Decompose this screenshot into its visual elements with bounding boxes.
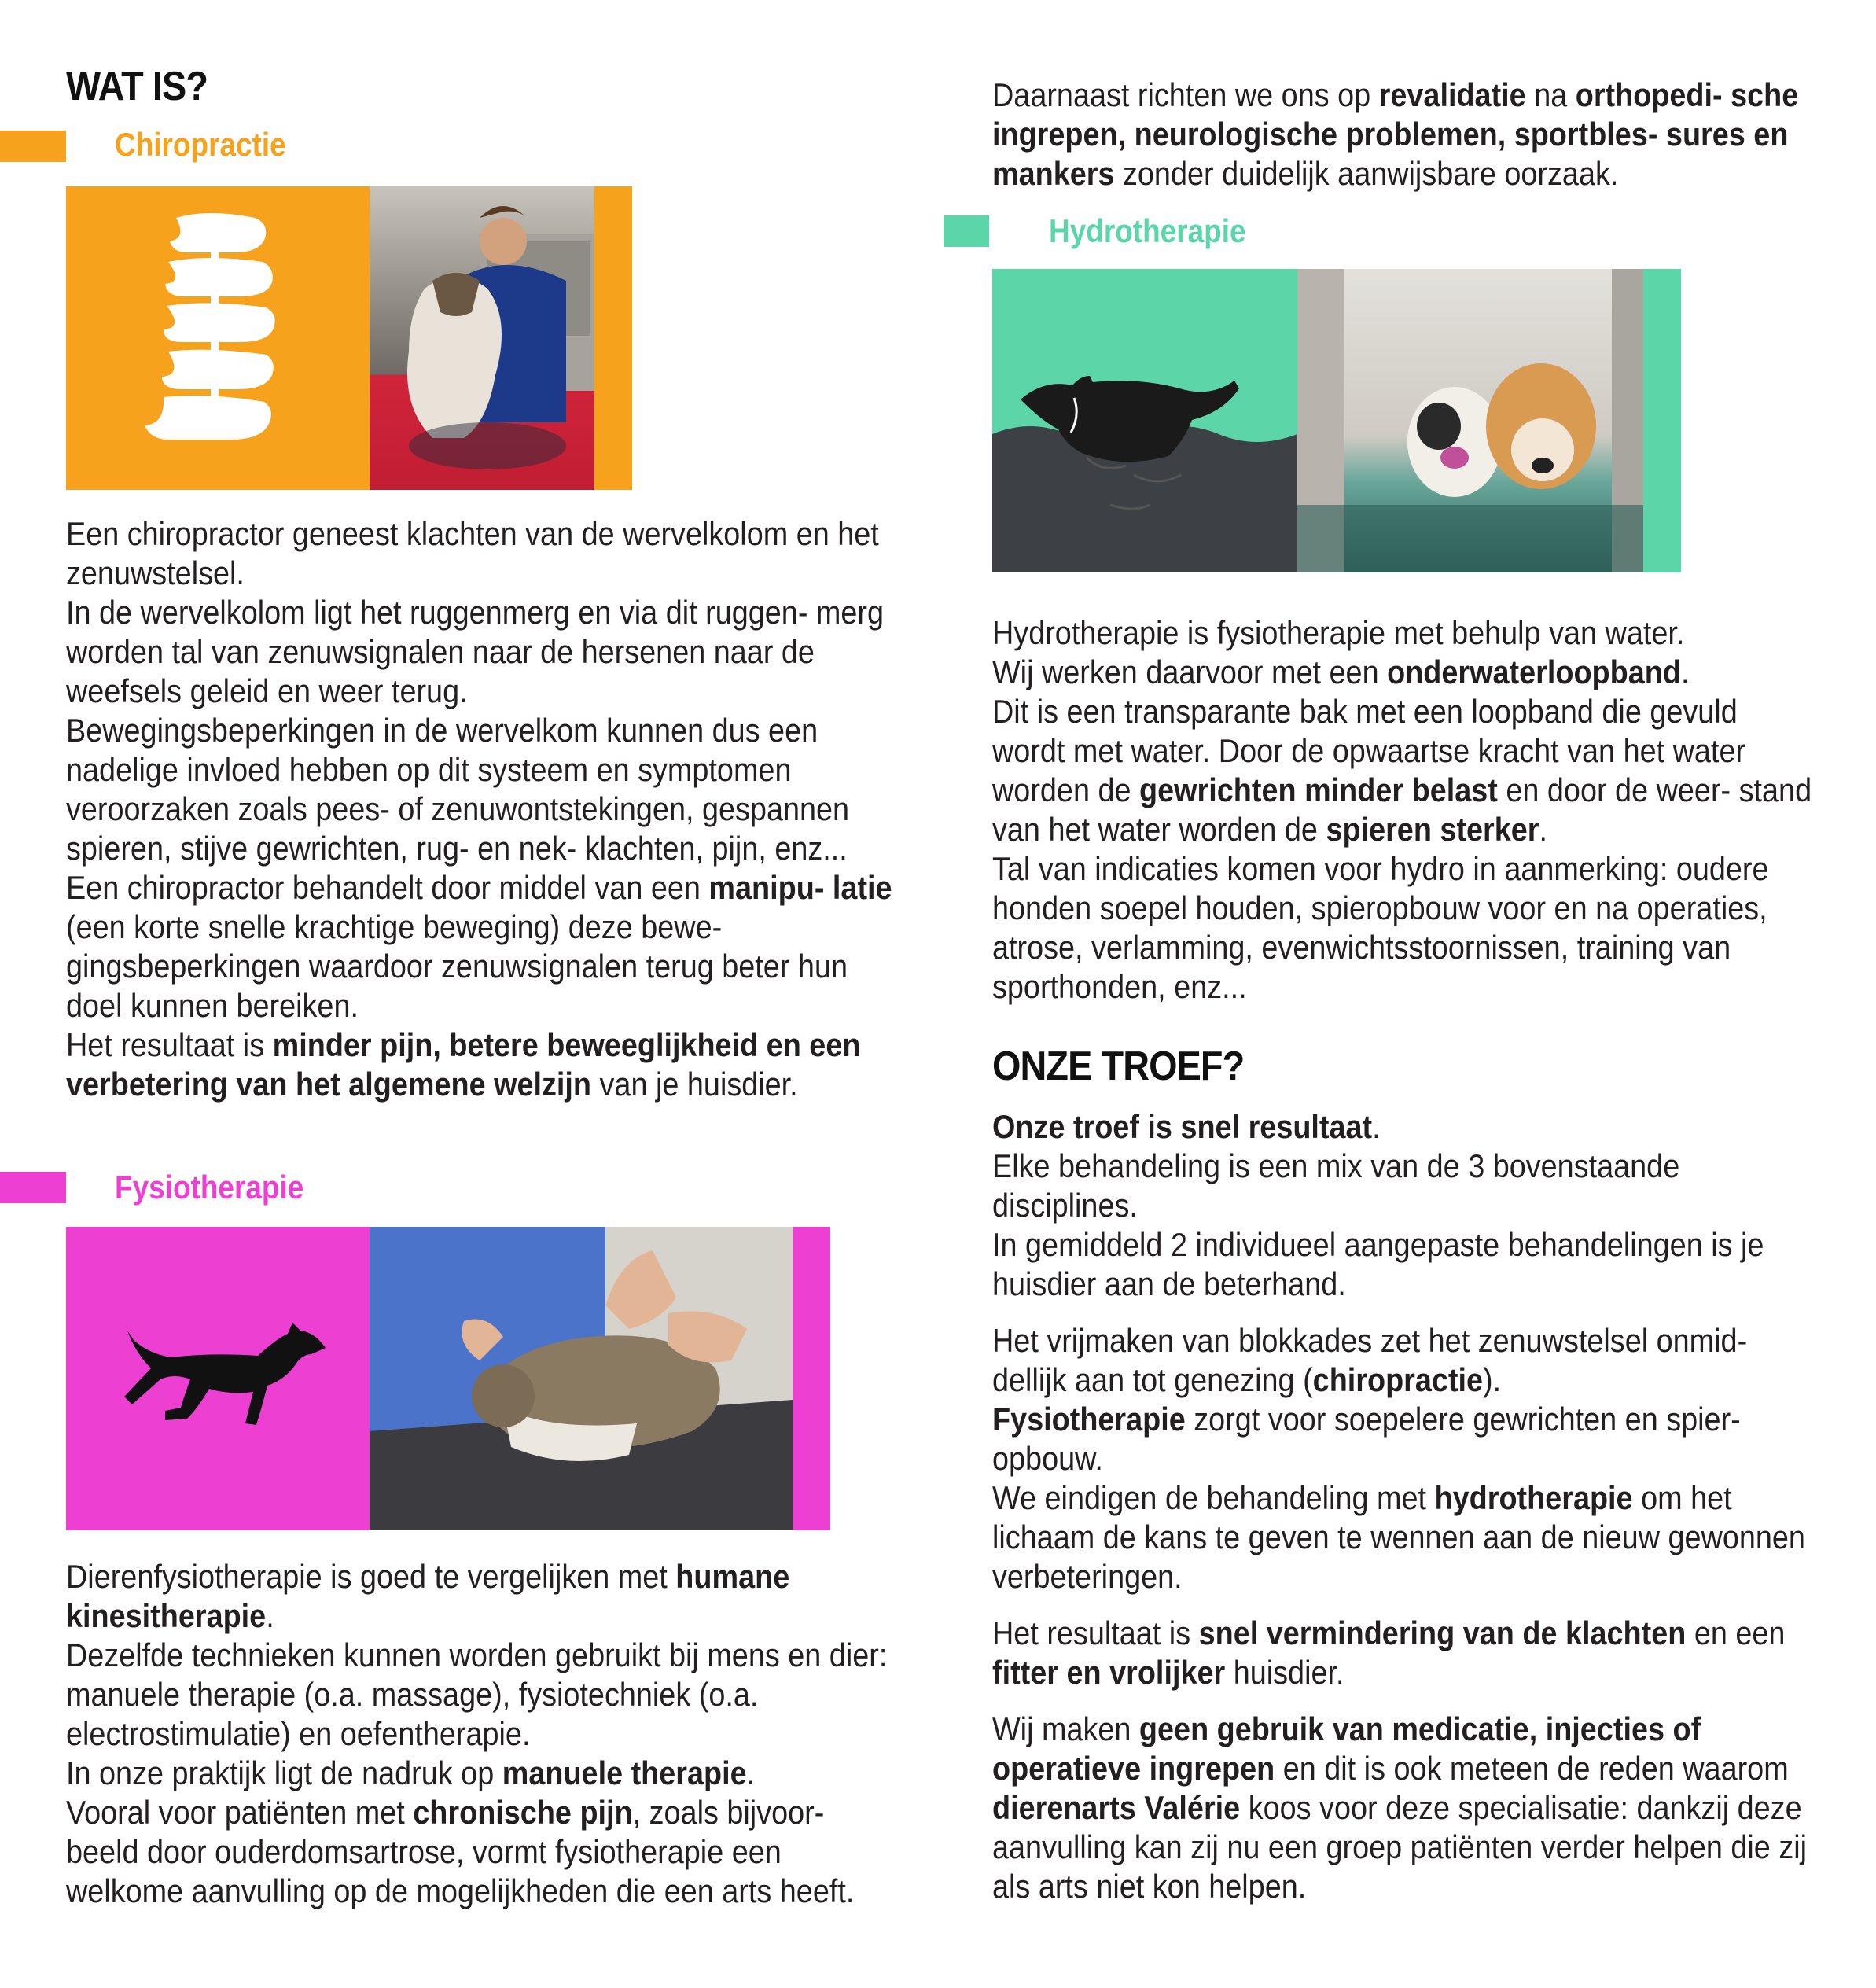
hydro-p4: Tal van indicaties komen voor hydro in aanmerking: oudere honden soepel houden, spieropbouw voor en na operaties, atrose, verlamming, evenwichtsstoornissen, training van sporthonden, enz... [992,850,1769,1005]
swimming-dog-icon [992,269,1297,572]
chiro-p1: Een chiropractor geneest klachten van de wervelkolom en het zenuwstelsel. [66,515,879,591]
hydro-p1: Hydrotherapie is fysiotherapie met behulp van water. [992,614,1685,651]
fysio-p2: Dezelfde technieken kunnen worden gebruikt bij mens en dier: manuele therapie (o.a. massage), fysiotechniek (o.a. electrostimulatie) en oefentherapie. [66,1636,888,1752]
spine-icon [66,186,370,490]
hydrotherapie-photo [1297,269,1643,572]
chiropractie-text [66,514,901,1104]
revalidatie-intro: Daarnaast richten we ons op revalidatie na orthopedi- sche ingrepen, neurologische problemen, sportbles- sures en mankers zonder duidelijk aanwijsbare oorzaak. [992,76,1799,192]
troef-p3: In gemiddeld 2 individueel aangepaste behandelingen is je huisdier aan de beterhand. [992,1226,1764,1302]
troef-p8: Wij maken geen gebruik van medicatie, injecties of operatieve ingrepen en dit is ook meteen de reden waarom dierenarts Valérie koos voor deze specialisatie: dankzij deze aanvulling kan zij nu een groep patiënten verder helpen die zij als arts niet kon helpen. [992,1710,1808,1905]
running-dog-icon [66,1227,370,1530]
chiropractie-photo [370,186,594,490]
troef-p2: Elke behandeling is een mix van de 3 bovenstaande disciplines. [992,1147,1680,1224]
hydrotherapie-photo-edge [1643,269,1681,572]
hydrotherapie-title: Hydrotherapie [1049,212,1246,249]
troef-p4: Het vrijmaken van blokkades zet het zenuwstelsel onmid- dellijk aan tot genezing (chiropractie). [992,1322,1748,1398]
chiropractie-photo-edge [594,186,632,490]
troef-text [992,1107,1813,1906]
fysiotherapie-title: Fysiotherapie [115,1169,304,1206]
troef-p5: Fysiotherapie zorgt voor soepelere gewrichten en spier- opbouw. [992,1401,1741,1477]
chiropractie-marker [0,131,66,162]
fysiotherapie-photo [370,1227,793,1530]
fysiotherapie-marker [0,1172,66,1203]
spine-icon-tile [66,186,370,490]
hydro-p2: Wij werken daarvoor met een onderwaterloopband. [992,653,1690,690]
chiro-p3: Bewegingsbeperkingen in de wervelkom kunnen dus een nadelige invloed hebben op dit systeem en symptomen veroorzaken zoals pees- of zenuwontstekingen, gespannen spieren, stijve gewrichten, rug- en nek- klachten, pijn, enz... [66,712,850,867]
troef-p1: Onze troef is snel resultaat. [992,1108,1381,1145]
running-dog-icon-tile [66,1227,370,1530]
hydro-p3: Dit is een transparante bak met een loopband die gevuld wordt met water. Door de opwaartse kracht van het water worden de gewrichten minder belast en door de weer- stand van het water worden de spieren sterker. [992,693,1812,848]
troef-p6: We eindigen de behandeling met hydrotherapie om het lichaam de kans te geven te wennen aan de nieuw gewonnen verbeteringen. [992,1479,1805,1595]
fysio-p4: Vooral voor patiënten met chronische pijn, zoals bijvoor- beeld door ouderdomsartrose, vormt fysiotherapie een welkome aanvulling op de mogelijkheden die een arts heeft. [66,1794,855,1909]
chiro-p2: In de wervelkolom ligt het ruggenmerg en via dit ruggen- merg worden tal van zenuwsignalen naar de hersenen naar de weefsels geleid en weer terug. [66,594,885,709]
heading-onze-troef: ONZE TROEF? [992,1044,1245,1089]
chiro-p5: Het resultaat is minder pijn, betere beweeglijkheid en een verbetering van het algemene welzijn van je huisdier. [66,1026,861,1103]
dogs-in-water-treadmill-illustration [1297,269,1643,572]
cat-massage-illustration [370,1227,793,1530]
fysiotherapie-photo-edge [793,1227,830,1530]
hydrotherapie-text [992,613,1813,1007]
heading-wat-is: WAT IS? [66,64,208,109]
fysio-p1: Dierenfysiotherapie is goed te vergelijken met humane kinesitherapie. [66,1558,790,1634]
fysiotherapie-text [66,1557,901,1911]
chiro-p4: Een chiropractor behandelt door middel van een manipu- latie (een korte snelle krachtige beweging) deze bewe- gingsbeperkingen waardoor zenuwsignalen terug beter hun doel kunnen bereiken. [66,869,892,1024]
troef-p7: Het resultaat is snel vermindering van de klachten en een fitter en vrolijker huisdier. [992,1614,1786,1691]
vet-with-dog-illustration [370,186,594,490]
hydrotherapie-marker [944,215,989,247]
fysio-p3: In onze praktijk ligt de nadruk op manuele therapie. [66,1754,756,1791]
swimming-dog-icon-tile [992,269,1297,572]
chiropractie-title: Chiropractie [115,126,286,163]
